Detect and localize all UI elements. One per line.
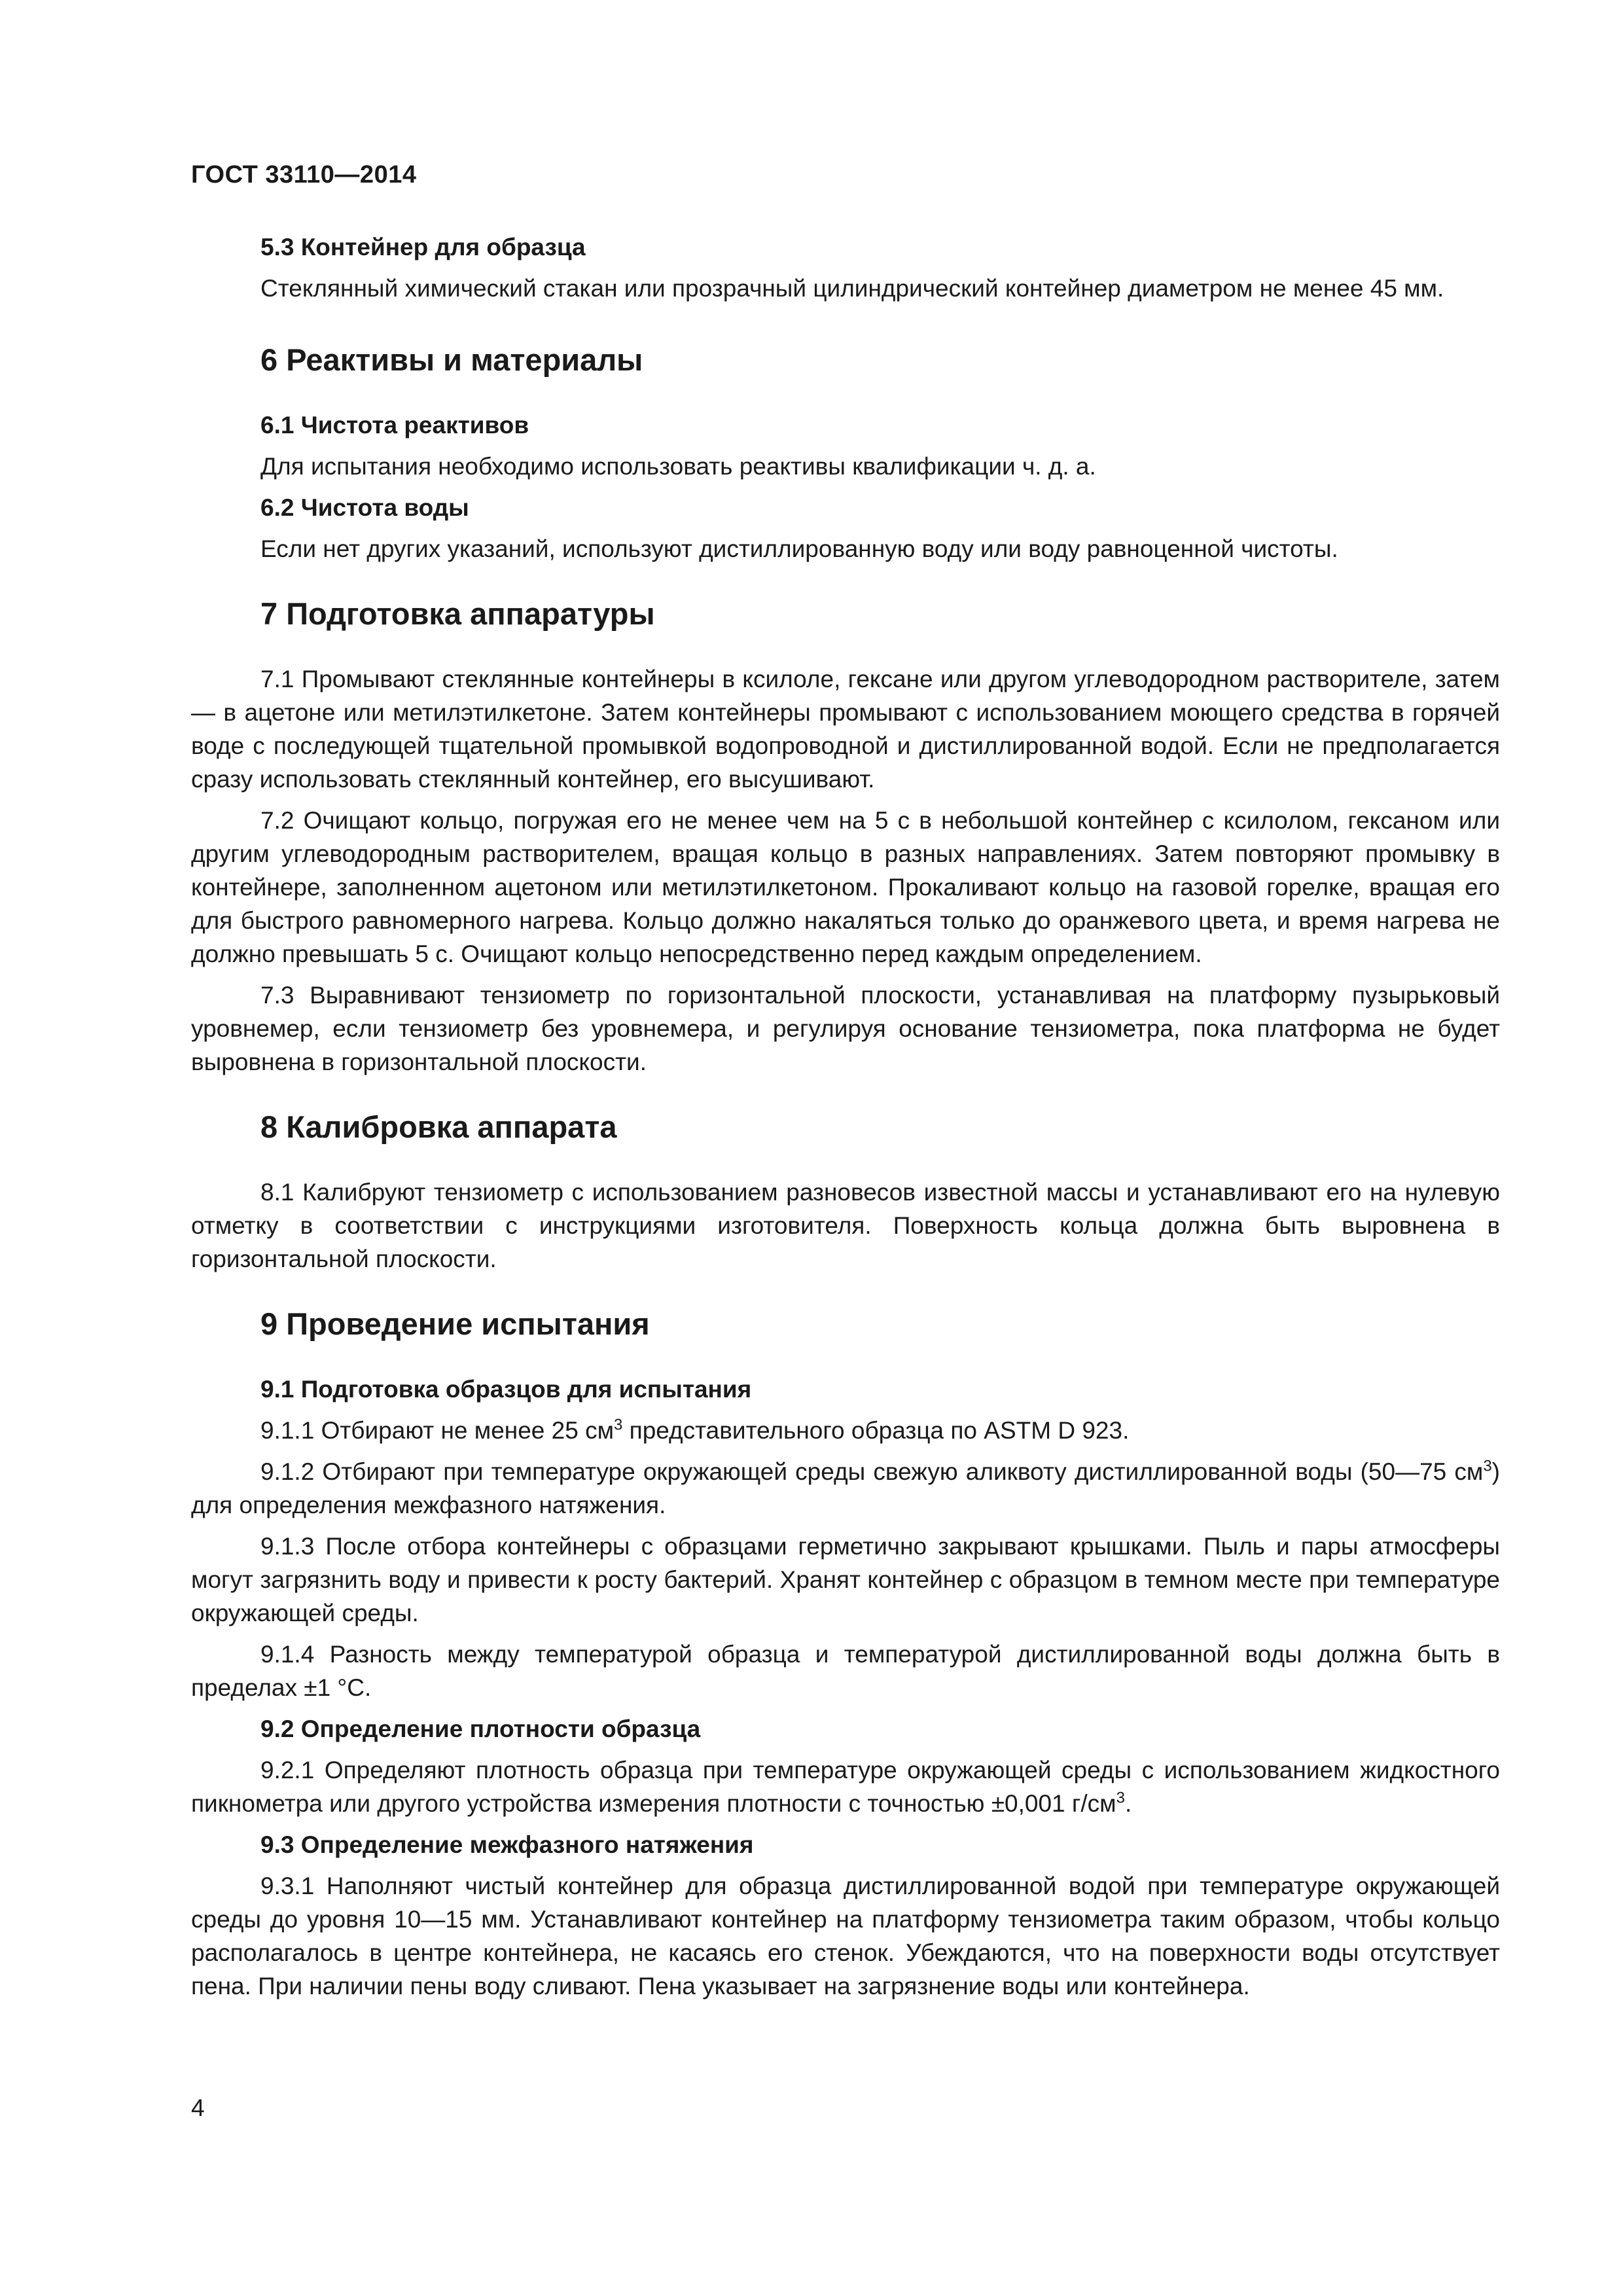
paragraph-9-1-4: 9.1.4 Разность между температурой образца и температурой дистиллированной воды должна быть в пределах ±1 °С. (191, 1641, 1500, 1701)
section-title-9: 9 Проведение испытания (260, 1306, 650, 1341)
paragraph-9-1-1 (191, 1414, 1500, 1447)
paragraph-9-1-3: 9.1.3 После отбора контейнеры с образцами герметично закрывают крышками. Пыль и пары атмосферы могут загрязнить воду и привести к росту бактерий. Хранят контейнер с образцом в темном месте при температуре окружающей среды. (191, 1533, 1500, 1626)
paragraph-5-3: Стеклянный химический стакан или прозрачный цилиндрический контейнер диаметром не менее 45 мм. (260, 275, 1444, 302)
subsection-title-9-2: 9.2 Определение плотности образца (260, 1715, 701, 1742)
subsection-title-5-3: 5.3 Контейнер для образца (260, 234, 586, 260)
section-title-6: 6 Реактивы и материалы (260, 342, 643, 377)
paragraph-7-1: 7.1 Промывают стеклянные контейнеры в ксилоле, гексане или другом углеводородном растворителе, затем — в ацетоне или метилэтилкетоне. Затем контейнеры промывают с использованием моющего средства в горячей воде с последующей тщательной промывкой водопроводной и дистиллированной водой. Если не предполагается сразу использовать стеклянный контейнер, его высушивают. (191, 666, 1500, 793)
paragraph-9-2-1-tail: . (1124, 1790, 1132, 1817)
paragraph-6-2: Если нет других указаний, используют дистиллированную воду или воду равноценной чистоты. (260, 535, 1338, 562)
paragraph-6-1: Для испытания необходимо использовать реактивы квалификации ч. д. а. (260, 453, 1096, 480)
paragraph-9-2-1-text: 9.2.1 Определяют плотность образца при температуре окружающей среды с использованием жидкостного пикнометра или другого устройства измерения плотности с точностью ±0,001 г/см (191, 1757, 1500, 1817)
section-title-7: 7 Подготовка аппаратуры (260, 596, 655, 631)
paragraph-9-1-1-tail: представительного образца по ASTM D 923. (622, 1417, 1130, 1444)
subsection-title-6-1: 6.1 Чистота реактивов (260, 412, 529, 439)
superscript-3: 3 (1483, 1457, 1492, 1475)
paragraph-7-2: 7.2 Очищают кольцо, погружая его не менее чем на 5 с в небольшой контейнер с ксилолом, гексаном или другим углеводородным растворителем, вращая кольцо в разных направлениях. Затем повторяют промывку в контейнере, заполненном ацетоном или метилэтилкетоном. Прокаливают кольцо на газовой горелке, вращая его для быстрого равномерного нагрева. Кольцо должно накаляться только до оранжевого цвета, и время нагрева не должно превышать 5 с. Очищают кольцо непосредственно перед каждым определением. (191, 807, 1500, 967)
paragraph-7-3: 7.3 Выравнивают тензиометр по горизонтальной плоскости, устанавливая на платформу пузырьковый уровнемер, если тензиометр без уровнемера, и регулируя основание тензиометра, пока платформа не будет выровнена в горизонтальной плоскости. (191, 982, 1500, 1075)
superscript-3: 3 (614, 1416, 623, 1434)
page-number: 4 (191, 2094, 205, 2121)
superscript-3: 3 (1116, 1789, 1125, 1807)
paragraph-9-1-2-text: 9.1.2 Отбирают при температуре окружающей среды свежую аликвоту дистиллированной воды (50—75 см (260, 1458, 1484, 1485)
paragraph-8-1: 8.1 Калибруют тензиометр с использованием разновесов известной массы и устанавливают его на нулевую отметку в соответствии с инструкциями изготовителя. Поверхность кольца должна быть выровнена в горизонтальной плоскости. (191, 1179, 1500, 1272)
paragraph-9-1-2-tail: ) для определения межфазного натяжения. (191, 1458, 1500, 1518)
subsection-title-9-3: 9.3 Определение межфазного натяжения (260, 1831, 754, 1858)
subsection-title-6-2: 6.2 Чистота воды (260, 494, 469, 521)
section-title-8: 8 Калибровка аппарата (260, 1109, 617, 1144)
subsection-title-9-1: 9.1 Подготовка образцов для испытания (260, 1376, 752, 1403)
document-header: ГОСТ 33110—2014 (191, 161, 417, 188)
paragraph-9-3-1: 9.3.1 Наполняют чистый контейнер для образца дистиллированной водой при температуре окружающей среды до уровня 10—15 мм. Устанавливают контейнер на платформу тензиометра таким образом, чтобы кольцо располагалось в центре контейнера, не касаясь его стенок. Убеждаются, что на поверхности воды отсутствует пена. При наличии пены воду сливают. Пена указывает на загрязнение воды или контейнера. (191, 1873, 1500, 2000)
paragraph-9-2-1 (191, 1753, 1500, 1820)
paragraph-9-1-2 (191, 1455, 1500, 1522)
document-body (191, 230, 1500, 2011)
paragraph-9-1-1-text: 9.1.1 Отбирают не менее 25 см (260, 1417, 615, 1444)
